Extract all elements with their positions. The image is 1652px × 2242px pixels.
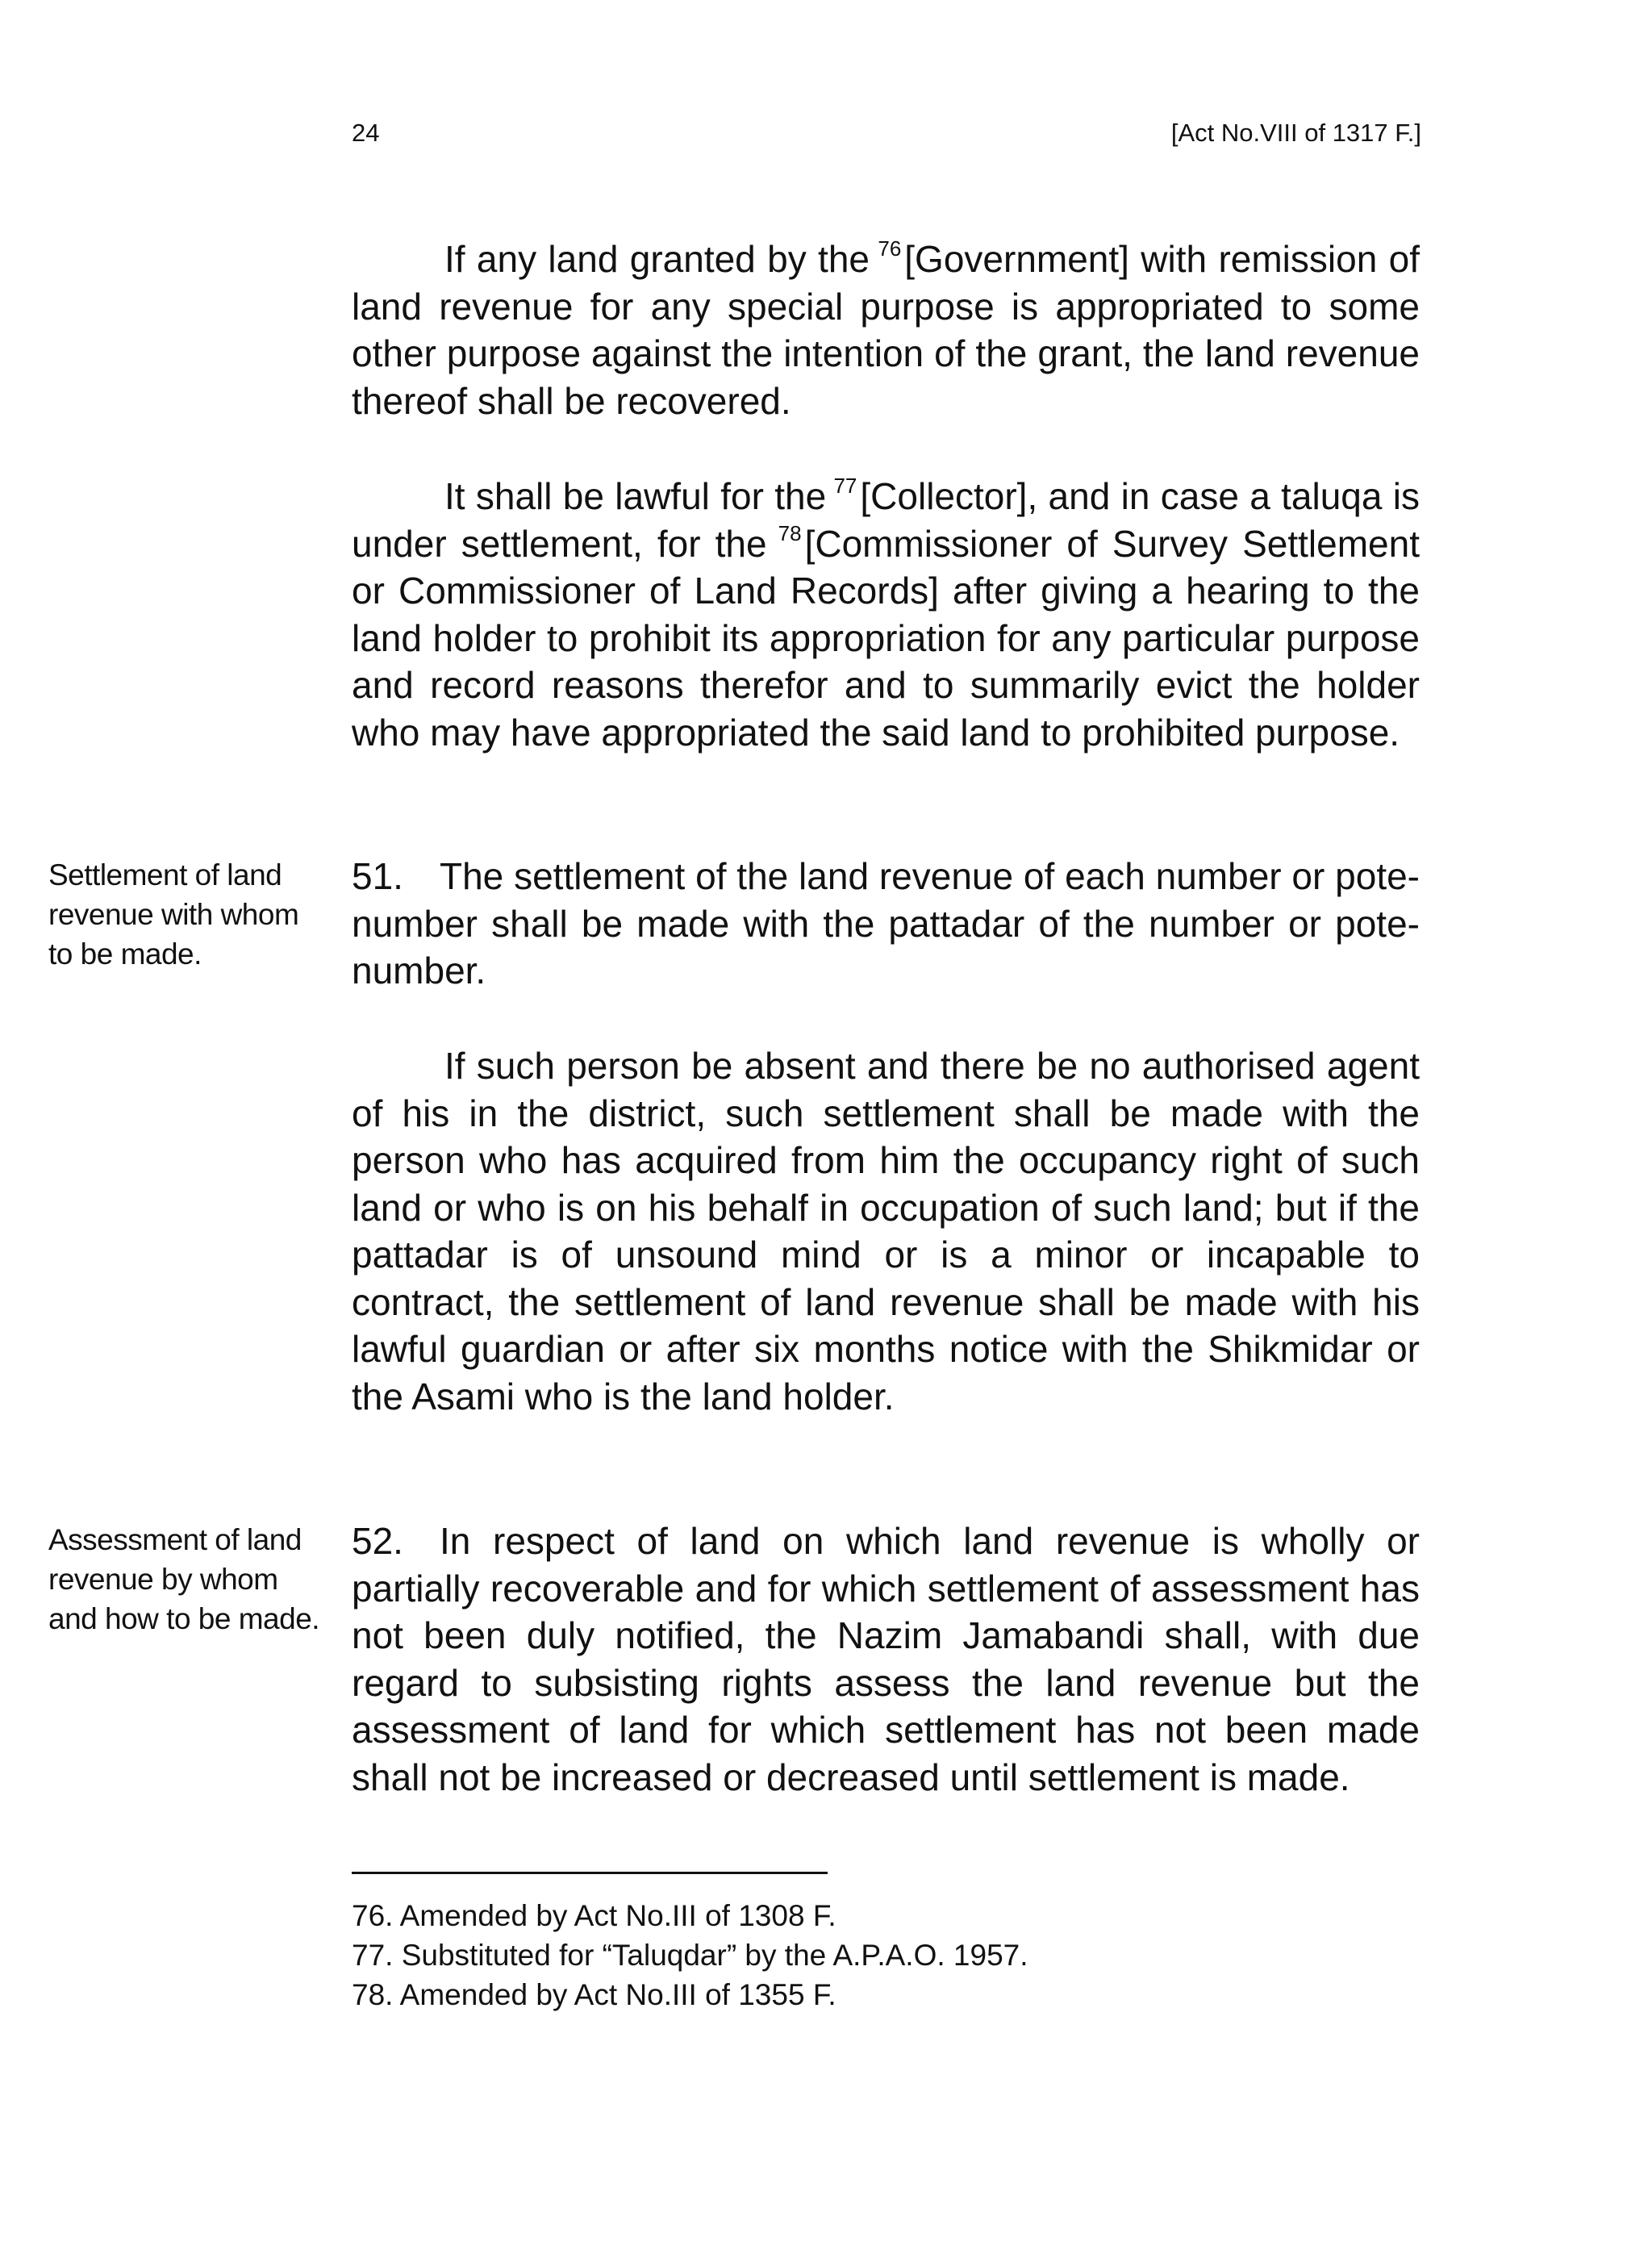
footnote-76: 76. Amended by Act No.III of 1308 F. [352, 1899, 836, 1932]
footnote-ref-78[interactable]: 78 [778, 520, 802, 545]
paragraph-absent-pattadar: If such person be absent and there be no authorised agent of his in the district, such settlement shall be made with the person who has acquired from him the occupancy right of such land or who is on his behalf in occupation of such land; but if the pattadar is of unsound mind or is a minor or incapable to contract, the settlement of land revenue shall be made with his lawful guardian or after six months notice with the Shikmidar or the Asami who is the land holder. [352, 1045, 1420, 1417]
page-number: 24 [352, 119, 380, 147]
marginal-note-section-52: Assessment of land revenue by whom and how to be made. [48, 1523, 320, 1635]
footnote-77: 77. Substituted for “Taluqdar” by the A.P.A.O. 1957. [352, 1939, 1028, 1972]
section-52 [352, 1518, 1420, 1801]
footnote-ref-77[interactable]: 77 [833, 474, 857, 498]
section-51 [352, 853, 1420, 995]
section-number: 52. [352, 1520, 403, 1562]
footnotes [352, 1896, 1028, 2014]
section-number: 51. [352, 855, 403, 897]
footnote-ref-76[interactable]: 76 [878, 236, 902, 261]
footnote-separator [352, 1872, 828, 1874]
paragraph-text: [Government] with remission of land revenue for any special purpose is appropriated to some other purpose against the intention of the grant, the land revenue thereof shall be recovered. [352, 238, 1420, 422]
paragraph-government-grant [352, 236, 1420, 424]
running-head: [Act No.VIII of 1317 F.] [1170, 119, 1421, 147]
section-text: In respect of land on which land revenue is wholly or partially recoverable and for which settlement of assessment has not been duly notified, the Nazim Jamabandi shall, with due regard to subsisting rights assess the land revenue but the assessment of land for which settlement has not been made shall not be increased or decreased until settlement is made. [352, 1520, 1420, 1798]
paragraph-collector-power [352, 473, 1420, 756]
footnote-78: 78. Amended by Act No.III of 1355 F. [352, 1978, 836, 2011]
paragraph-text: It shall be lawful for the [444, 475, 837, 517]
paragraph-text: If any land granted by the [444, 238, 882, 280]
section-text: The settlement of the land revenue of each number or pote-number shall be made with the pattadar of the number or pote-number. [352, 855, 1420, 992]
marginal-note-section-51: Settlement of land revenue with whom to be made. [48, 858, 299, 971]
paragraph-text: [Collector], and in case a taluqa is under settlement, for the [352, 475, 1420, 565]
paragraph-text: [Commissioner of Survey Settlement or Commissioner of Land Records] after giving a hearing to the land holder to prohibit its appropriation for any particular purpose and record reasons therefor and to summarily evict the holder who may have appropriated the said land to prohibited purpose. [352, 522, 1420, 754]
